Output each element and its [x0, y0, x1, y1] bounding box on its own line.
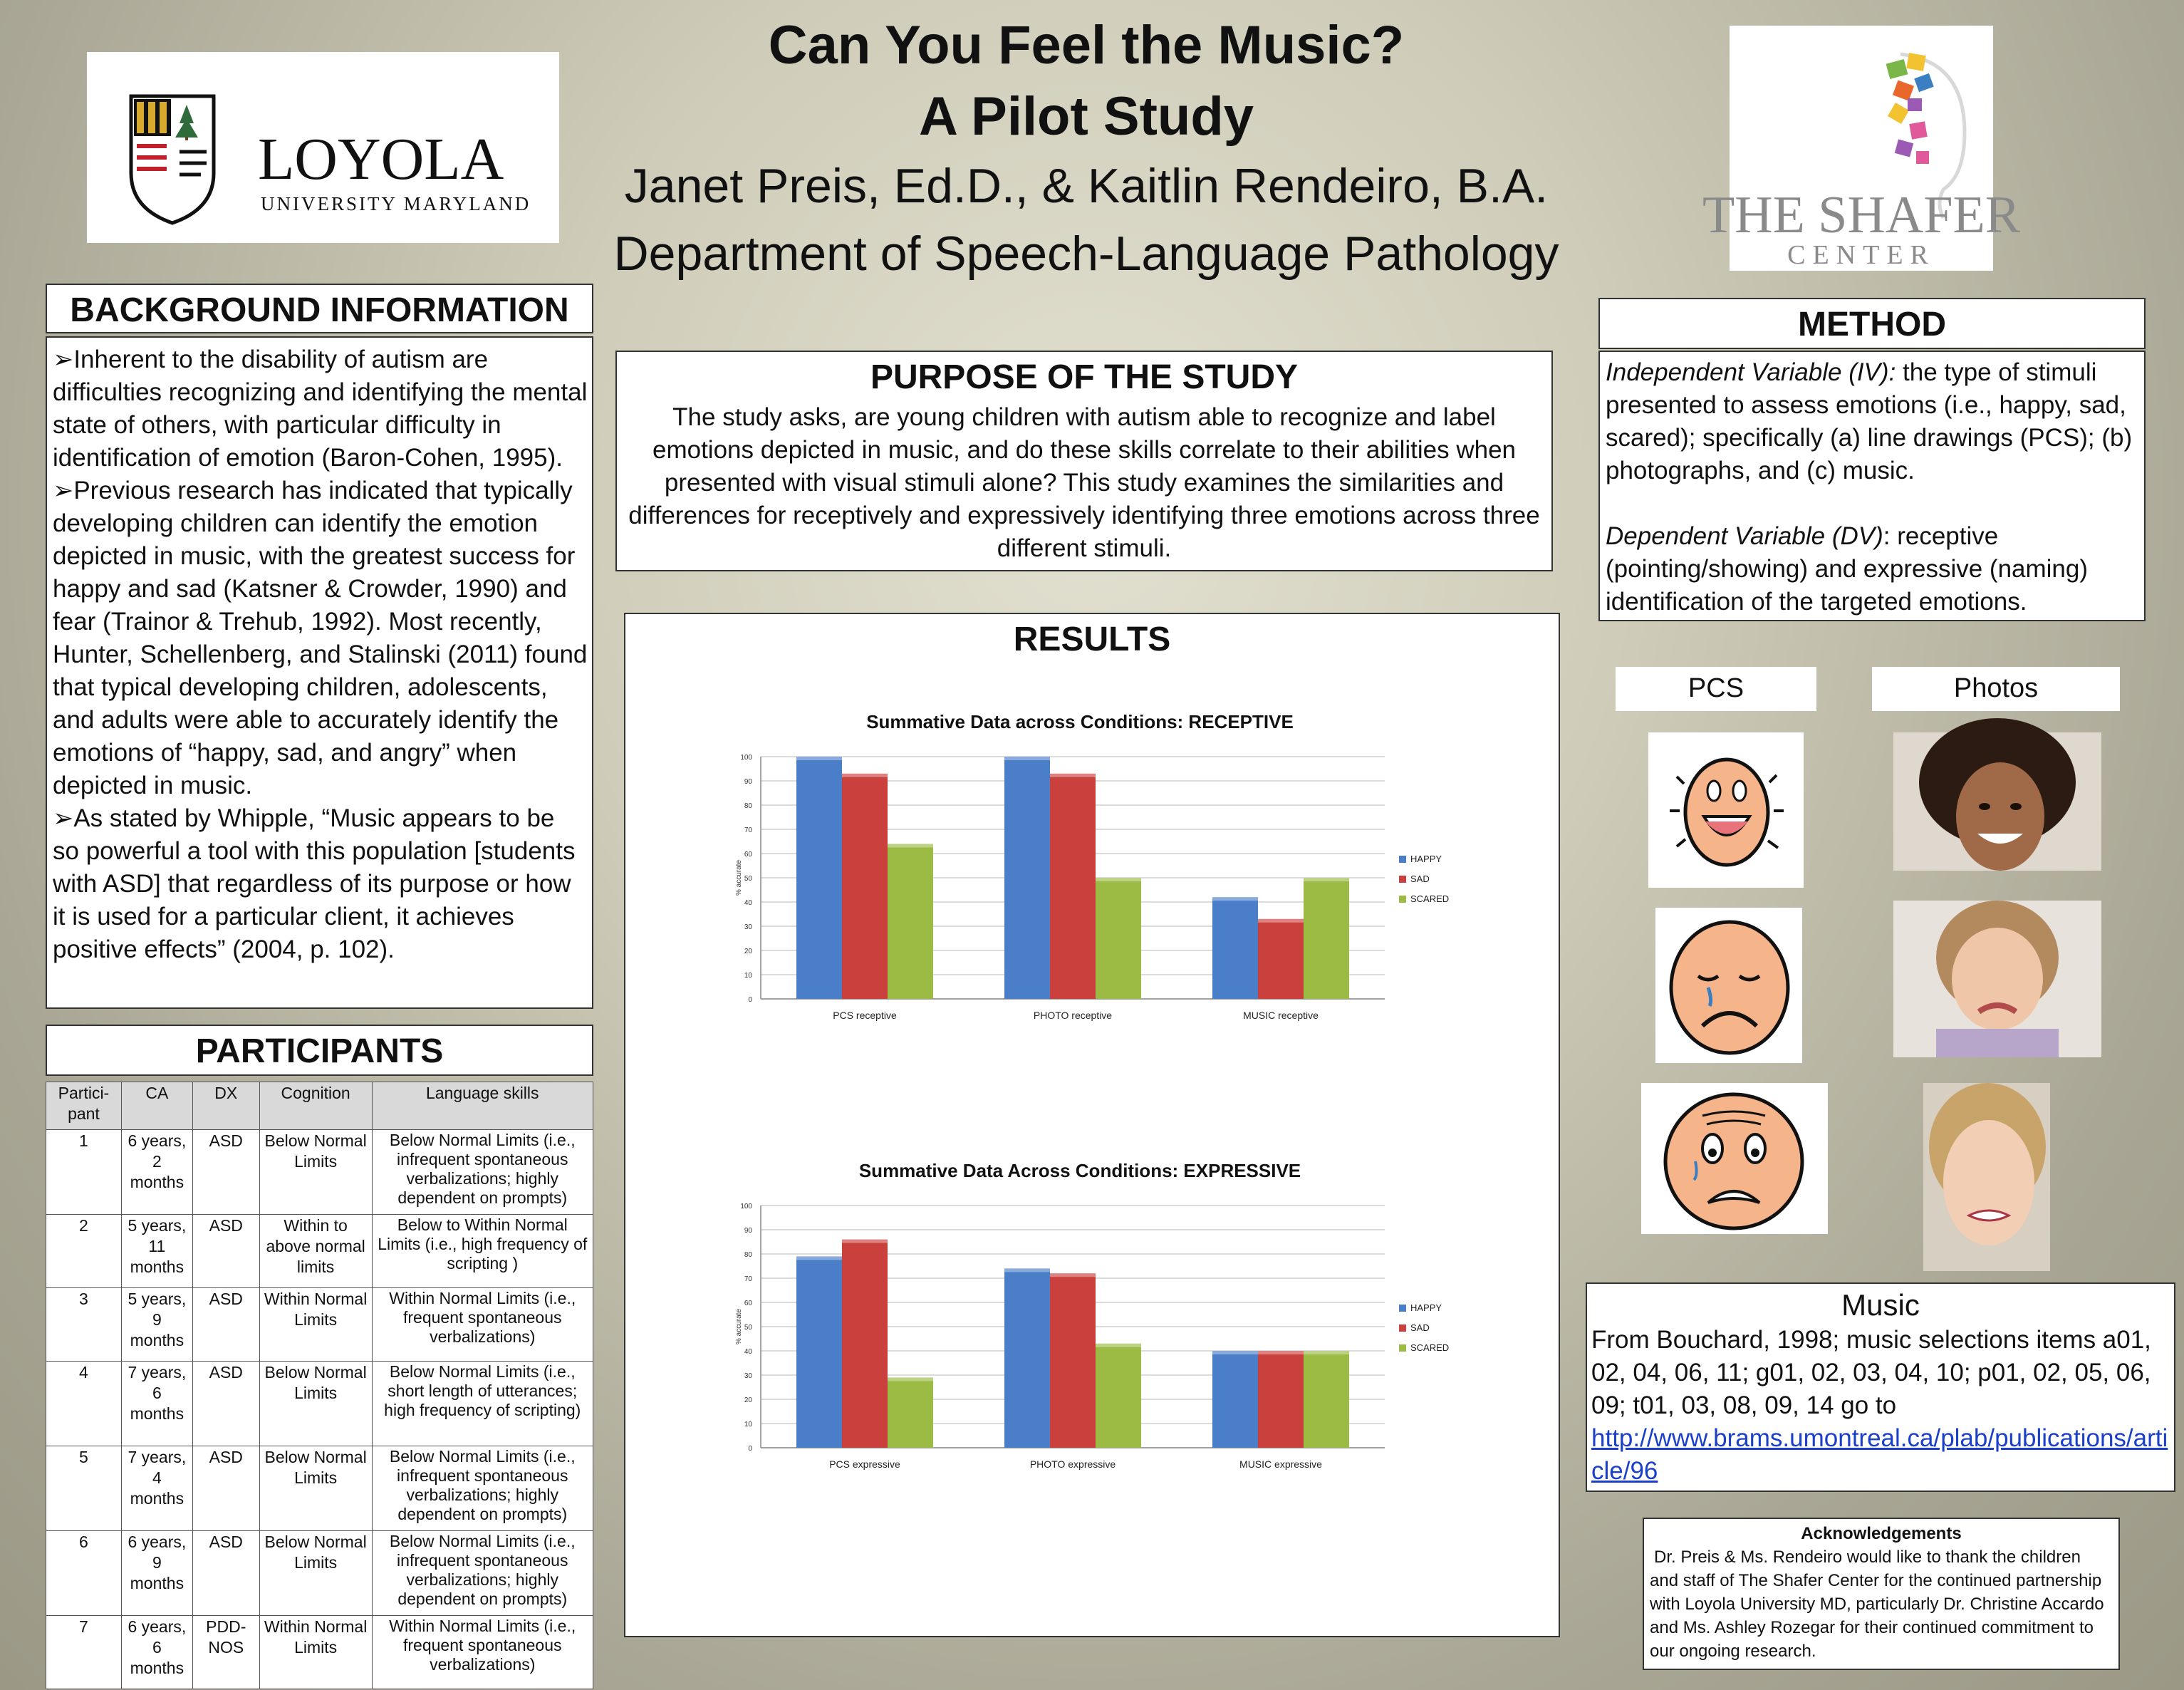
bar-highlight [796, 1256, 842, 1260]
table-cell: 5 years, 11 months [121, 1215, 192, 1288]
bar-highlight [888, 844, 933, 847]
bar-highlight [842, 1240, 888, 1243]
loyola-logo-sub: UNIVERSITY MARYLAND [261, 193, 531, 214]
table-row [46, 1130, 593, 1215]
table-cell: Within Normal Limits [259, 1288, 372, 1362]
bar-sad [842, 774, 888, 999]
legend-swatch [1399, 896, 1406, 903]
table-cell: Below Normal Limits (i.e., short length of utterances; high frequency of scripting) [372, 1362, 593, 1446]
y-tick-label: 50 [744, 1324, 752, 1332]
bar-highlight [1004, 1268, 1050, 1272]
x-tick-label: PCS receptive [833, 1010, 897, 1021]
table-row [46, 1288, 593, 1362]
acknowledgements-box [1643, 1518, 2120, 1670]
bar-scared [1096, 878, 1141, 999]
bar-highlight [1258, 919, 1304, 923]
bar-sad [842, 1240, 888, 1448]
table-cell: Below Normal Limits (i.e., infrequent spontaneous verbalizations; highly dependent on prompts) [372, 1446, 593, 1531]
bar-happy [1004, 757, 1050, 999]
results-heading: RESULTS [1013, 621, 1171, 658]
table-cell: 7 years, 4 months [121, 1446, 192, 1531]
table-cell: 6 years, 2 months [121, 1130, 192, 1215]
bar-highlight [1212, 897, 1258, 901]
table-cell: ASD [192, 1288, 259, 1362]
y-tick-label: 70 [744, 826, 752, 834]
table-cell: 5 [46, 1446, 122, 1531]
table-cell: ASD [192, 1130, 259, 1215]
happy-child-photo-icon [1893, 732, 2101, 871]
bar-happy [1212, 897, 1258, 999]
participants-table [46, 1082, 593, 1689]
legend-label: HAPPY [1410, 854, 1442, 864]
y-tick-label: 50 [744, 875, 752, 883]
bar-highlight [1304, 1351, 1349, 1354]
title-block [541, 10, 1631, 288]
bar-scared [888, 844, 933, 999]
table-cell: Below Normal Limits [259, 1130, 372, 1215]
arrow-bullet-icon: ➢ [53, 477, 74, 504]
table-cell: 2 [46, 1215, 122, 1288]
y-axis-label: % accurate [735, 859, 743, 896]
pcs-happy-drawing [1648, 732, 1804, 888]
table-row [46, 1215, 593, 1288]
method-iv: Independent Variable (IV): the type of stimuli presented to assess emotions (i.e., happy, sad, scared); specifically (a) line drawings (PCS); (b) photographs, and (c) music. [1606, 358, 2133, 484]
pcs-sad-drawing [1655, 908, 1802, 1063]
y-axis-label: % accurate [735, 1308, 743, 1345]
shafer-puzzle-head-icon [1702, 26, 2021, 271]
table-cell: ASD [192, 1531, 259, 1616]
loyola-shield-icon [87, 52, 559, 243]
y-tick-label: 30 [744, 1372, 752, 1380]
table-cell: Within to above normal limits [259, 1215, 372, 1288]
music-link[interactable]: http://www.brams.umontreal.ca/plab/publications/article/96 [1591, 1424, 2168, 1485]
bar-highlight [1004, 757, 1050, 760]
music-heading: Music [1841, 1288, 1920, 1322]
column-header: Partici-pant [46, 1082, 122, 1130]
table-cell: 6 years, 6 months [121, 1616, 192, 1689]
loyola-logo-name: LOYOLA [258, 126, 504, 192]
legend-label: SAD [1410, 873, 1430, 884]
table-cell: 6 years, 9 months [121, 1531, 192, 1616]
column-header: DX [192, 1082, 259, 1130]
arrow-bullet-icon: ➢ [53, 804, 74, 832]
bar-highlight [1258, 1351, 1304, 1354]
y-tick-label: 80 [744, 802, 752, 810]
bar-sad [1050, 1273, 1096, 1448]
legend-swatch [1399, 876, 1406, 883]
bar-happy [1212, 1351, 1258, 1448]
table-cell: 1 [46, 1130, 122, 1215]
photo-scared-child [1923, 1083, 2050, 1271]
table-cell: 3 [46, 1288, 122, 1362]
table-row [46, 1362, 593, 1446]
table-header-row [46, 1082, 593, 1130]
shafer-center-logo [1702, 26, 2021, 271]
y-tick-label: 70 [744, 1275, 752, 1283]
results-box [624, 613, 1560, 1637]
table-row [46, 1446, 593, 1531]
purpose-heading: PURPOSE OF THE STUDY [870, 358, 1299, 396]
sad-child-photo-icon [1893, 901, 2101, 1057]
music-box [1586, 1282, 2175, 1492]
bar-highlight [1096, 878, 1141, 881]
legend-label: SCARED [1410, 1342, 1450, 1353]
background-bullet: ➢Previous research has indicated that typically developing children can identify the emotion depicted in music, with the greatest success for happy and sad (Katsner & Crowder, 1990) and fear (Trainor & Trehub, 1992). Most recently, Hunter, Schellenberg, and Stalinski (2011) found that typical developing children, adolescents, and adults were able to accurately identify the emotions of “happy, sad, and angry” when depicted in music. [53, 477, 588, 799]
photo-sad-child [1893, 901, 2101, 1057]
bar-highlight [842, 774, 888, 777]
table-cell: Below Normal Limits (i.e., infrequent spontaneous verbalizations; highly dependent on prompts) [372, 1531, 593, 1616]
table-cell: Within Normal Limits (i.e., frequent spontaneous verbalizations) [372, 1288, 593, 1362]
sad-face-icon [1655, 908, 1802, 1063]
scared-face-icon [1641, 1083, 1828, 1234]
y-tick-label: 40 [744, 1348, 752, 1356]
table-cell: 4 [46, 1362, 122, 1446]
bar-happy [1004, 1268, 1050, 1448]
department: Department of Speech-Language Pathology [613, 227, 1559, 281]
shafer-logo-name: THE SHAFER [1702, 186, 2021, 244]
bar-scared [1096, 1344, 1141, 1448]
y-tick-label: 10 [744, 1421, 752, 1429]
table-cell: Below Normal Limits [259, 1362, 372, 1446]
bar-scared [888, 1377, 933, 1448]
method-heading: METHOD [1598, 298, 2146, 349]
column-header: Language skills [372, 1082, 593, 1130]
poster-subtitle: A Pilot Study [918, 86, 1254, 147]
chart-title: Summative Data across Conditions: RECEPTIVE [866, 711, 1294, 732]
authors: Janet Preis, Ed.D., & Kaitlin Rendeiro, B.A. [624, 159, 1549, 213]
scared-child-photo-icon [1923, 1083, 2050, 1271]
y-tick-label: 40 [744, 899, 752, 907]
bar-scared [1304, 1351, 1349, 1448]
table-cell: Within Normal Limits (i.e., frequent spontaneous verbalizations) [372, 1616, 593, 1689]
method-body [1598, 351, 2146, 621]
arrow-bullet-icon: ➢ [53, 346, 74, 373]
background-heading: BACKGROUND INFORMATION [46, 284, 593, 333]
shafer-logo-sub: CENTER [1787, 240, 1935, 270]
bar-happy [796, 757, 842, 999]
legend-label: SCARED [1410, 893, 1450, 904]
y-tick-label: 90 [744, 1227, 752, 1235]
bar-highlight [1304, 878, 1349, 881]
y-tick-label: 100 [740, 754, 752, 762]
poster-title: Can You Feel the Music? [768, 15, 1405, 76]
bar-highlight [888, 1377, 933, 1381]
bar-scared [1304, 878, 1349, 999]
y-tick-label: 80 [744, 1251, 752, 1259]
column-header: CA [121, 1082, 192, 1130]
acknowledgements-heading: Acknowledgements [1801, 1524, 1962, 1543]
purpose-box [615, 351, 1553, 571]
receptive-chart [625, 707, 1559, 1021]
table-cell: Below Normal Limits (i.e., infrequent spontaneous verbalizations; highly dependent on prompts) [372, 1130, 593, 1215]
x-tick-label: PHOTO receptive [1033, 1010, 1113, 1021]
expressive-chart [625, 1156, 1559, 1470]
table-cell: 6 [46, 1531, 122, 1616]
legend-label: SAD [1410, 1322, 1430, 1333]
y-tick-label: 0 [748, 1445, 752, 1453]
y-tick-label: 20 [744, 1396, 752, 1404]
y-tick-label: 30 [744, 923, 752, 931]
background-bullet: ➢As stated by Whipple, “Music appears to be so powerful a tool with this population [students with ASD] that regardless of its purpose or how it is used for a particular client, it achieves positive effects” (2004, p. 102). [53, 804, 576, 963]
table-cell: 7 years, 6 months [121, 1362, 192, 1446]
table-cell: PDD-NOS [192, 1616, 259, 1689]
pcs-label: PCS [1616, 667, 1816, 711]
music-text: From Bouchard, 1998; music selections items a01, 02, 04, 06, 11; g01, 02, 03, 04, 10; p01, 02, 05, 06, 09; t01, 03, 08, 09, 14 go to [1591, 1326, 2151, 1419]
bar-highlight [1050, 1273, 1096, 1277]
y-tick-label: 20 [744, 948, 752, 955]
y-tick-label: 90 [744, 778, 752, 786]
method-dv: Dependent Variable (DV): receptive (pointing/showing) and expressive (naming) identification of the targeted emotions. [1606, 522, 2089, 616]
legend-label: HAPPY [1410, 1302, 1442, 1313]
bar-happy [796, 1256, 842, 1448]
loyola-logo [87, 52, 559, 243]
photo-happy-child [1893, 732, 2101, 871]
x-tick-label: MUSIC expressive [1239, 1458, 1322, 1470]
bar-highlight [1050, 774, 1096, 777]
bar-highlight [796, 757, 842, 760]
table-cell: Below Normal Limits [259, 1531, 372, 1616]
table-cell: 5 years, 9 months [121, 1288, 192, 1362]
table-cell: Below to Within Normal Limits (i.e., high frequency of scripting ) [372, 1215, 593, 1288]
x-tick-label: PCS expressive [829, 1458, 900, 1470]
x-tick-label: MUSIC receptive [1243, 1010, 1319, 1021]
chart-title: Summative Data Across Conditions: EXPRESSIVE [858, 1160, 1301, 1181]
y-tick-label: 60 [744, 1300, 752, 1307]
pcs-scared-drawing [1641, 1083, 1828, 1234]
y-tick-label: 10 [744, 972, 752, 980]
column-header: Cognition [259, 1082, 372, 1130]
purpose-text: The study asks, are young children with autism able to recognize and label emotions depicted in music, and do these skills correlate to their abilities when presented with visual stimuli alone? This study examines the similarities and differences for receptively and expressively identifying three emotions across three different stimuli. [628, 403, 1540, 563]
participants-heading: PARTICIPANTS [46, 1025, 593, 1076]
legend-swatch [1399, 1344, 1406, 1352]
table-cell: Below Normal Limits [259, 1446, 372, 1531]
table-cell: Within Normal Limits [259, 1616, 372, 1689]
y-tick-label: 0 [748, 996, 752, 1004]
table-cell: ASD [192, 1362, 259, 1446]
y-tick-label: 60 [744, 851, 752, 859]
y-tick-label: 100 [740, 1203, 752, 1211]
legend-swatch [1399, 1324, 1406, 1332]
background-body [46, 336, 593, 1009]
acknowledgements-text: Dr. Preis & Ms. Rendeiro would like to thank the children and staff of The Shafer Center for the continued partnership with Loyola University MD, particularly Dr. Christine Accardo and Ms. Ashley Rozegar for their continued commitment to our ongoing research. [1650, 1548, 2104, 1661]
bar-sad [1258, 1351, 1304, 1448]
table-row [46, 1531, 593, 1616]
bar-highlight [1096, 1344, 1141, 1347]
legend-swatch [1399, 1305, 1406, 1312]
happy-face-icon [1648, 732, 1804, 888]
x-tick-label: PHOTO expressive [1029, 1458, 1116, 1470]
photos-label: Photos [1872, 667, 2120, 711]
table-cell: ASD [192, 1215, 259, 1288]
bar-highlight [1212, 1351, 1258, 1354]
table-row [46, 1616, 593, 1689]
background-bullet: ➢Inherent to the disability of autism are difficulties recognizing and identifying the mental state of others, with particular difficulty in identification of emotion (Baron-Cohen, 1995). [53, 346, 588, 472]
table-cell: ASD [192, 1446, 259, 1531]
table-cell: 7 [46, 1616, 122, 1689]
bar-sad [1050, 774, 1096, 999]
bar-sad [1258, 919, 1304, 999]
legend-swatch [1399, 856, 1406, 863]
